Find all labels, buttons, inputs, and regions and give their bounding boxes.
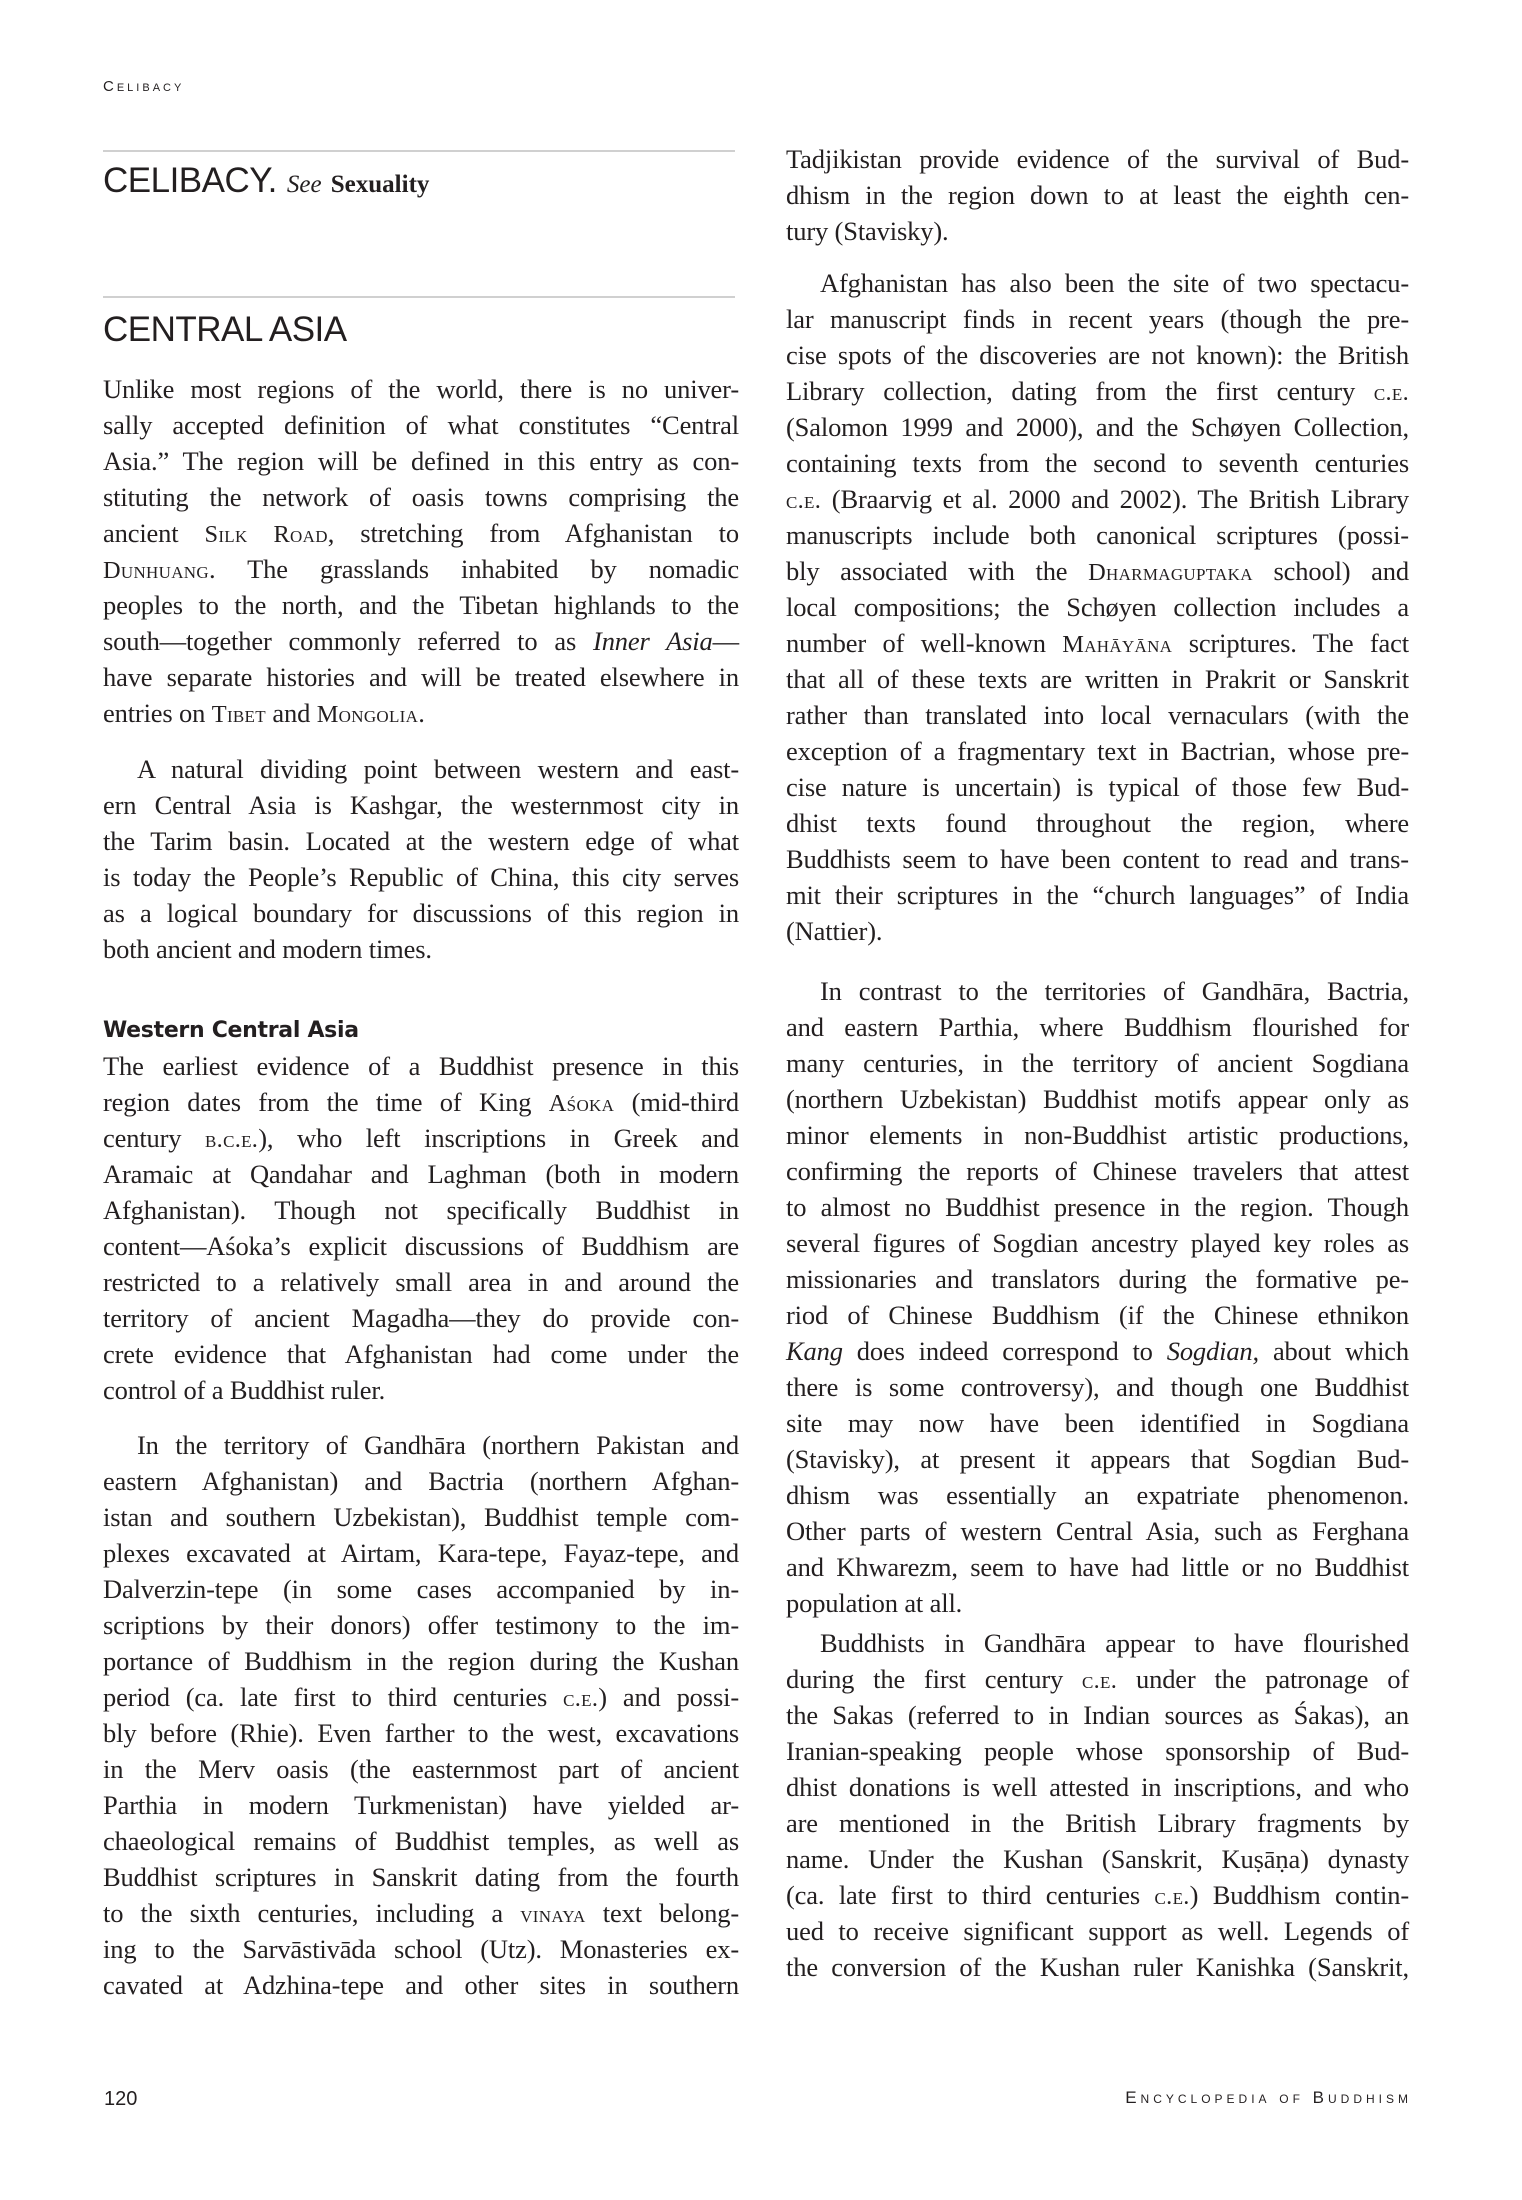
italic-term: Sogdian,: [1166, 1336, 1260, 1366]
text-line: [103, 407, 739, 443]
text-run: rather than translated into local vernaculars (with the: [786, 700, 1409, 730]
text-run: dhist donations is well attested in inscriptions, and who: [786, 1772, 1409, 1802]
text-run: dhism in the region down to at least the eighth cen-: [786, 180, 1409, 210]
entry-rule: [103, 296, 735, 298]
text-run: control of a Buddhist ruler.: [103, 1375, 386, 1405]
text-run: have separate histories and will be treated elsewhere in: [103, 662, 739, 692]
text-run: ) Buddhism contin-: [1189, 1880, 1409, 1910]
text-line: [103, 371, 739, 407]
text-line: [786, 1769, 1409, 1805]
text-run: (ca. late first to third centuries: [786, 1880, 1155, 1910]
text-line: [786, 1585, 1409, 1621]
text-run: does indeed correspond to: [842, 1336, 1167, 1366]
text-line: [786, 1225, 1409, 1261]
text-run: Asia.” The region will be defined in this entry as con-: [103, 446, 739, 476]
text-run: Dalverzin-tepe (in some cases accompanied by in-: [103, 1574, 739, 1604]
text-line: [786, 1697, 1409, 1733]
text-line: [103, 1463, 739, 1499]
text-line: [103, 551, 739, 587]
text-run: local compositions; the Schøyen collection includes a: [786, 592, 1409, 622]
page-number: 120: [104, 2088, 138, 2110]
text-run: Unlike most regions of the world, there is no univer-: [103, 374, 739, 404]
text-run: text belong-: [585, 1898, 739, 1928]
text-line: [786, 553, 1409, 589]
text-run: In contrast to the territories of Gandhāra, Bactria,: [820, 976, 1409, 1006]
paragraph: [786, 973, 1409, 1621]
text-run: is today the People’s Republic of China, this city serves: [103, 862, 739, 892]
text-run: stituting the network of oasis towns comprising the: [103, 482, 739, 512]
text-line: [103, 1264, 739, 1300]
text-line: [103, 443, 739, 479]
text-run: region dates from the time of King: [103, 1087, 549, 1117]
cross-reference-link[interactable]: Sexuality: [330, 171, 430, 198]
text-run: portance of Buddhism in the region during the Kushan: [103, 1646, 739, 1676]
text-line: [103, 515, 739, 551]
text-run: (Salomon 1999 and 2000), and the Schøyen Collection,: [786, 412, 1409, 442]
small-caps-term: Aśoka: [548, 1090, 615, 1117]
text-run: Other parts of western Central Asia, such as Ferghana: [786, 1516, 1409, 1546]
text-run: the Tarim basin. Located at the western edge of what: [103, 826, 739, 856]
text-run: , stretching from Afghanistan to: [327, 518, 739, 548]
text-run: during the first century: [786, 1664, 1083, 1694]
text-run: (Stavisky), at present it appears that Sogdian Bud-: [786, 1444, 1409, 1474]
text-run: manuscripts include both canonical scriptures (possi-: [786, 520, 1409, 550]
text-run: confirming the reports of Chinese travelers that attest: [786, 1156, 1409, 1186]
entry-title: CELIBACY.: [103, 161, 277, 200]
text-run: dhism was essentially an expatriate phenomenon.: [786, 1480, 1409, 1510]
paragraph: [103, 371, 739, 731]
small-caps-term: c.e.: [786, 487, 822, 514]
text-run: ), who left inscriptions in Greek and: [258, 1123, 739, 1153]
cross-reference-label: See: [286, 171, 322, 198]
text-run: period (ca. late first to third centuries: [103, 1682, 564, 1712]
text-run: dhist texts found throughout the region, where: [786, 808, 1409, 838]
text-line: [786, 1153, 1409, 1189]
text-run: to the sixth centuries, including a: [103, 1898, 521, 1928]
text-line: [786, 177, 1409, 213]
text-run: istan and southern Uzbekistan), Buddhist temple com-: [103, 1502, 739, 1532]
text-run: .: [418, 698, 425, 728]
text-run: . The grasslands inhabited by nomadic: [208, 554, 739, 584]
text-run: bly associated with the: [786, 556, 1089, 586]
text-line: [786, 373, 1409, 409]
text-line: [786, 1333, 1409, 1369]
text-line: [103, 1967, 739, 2003]
small-caps-term: Mongolia: [316, 701, 419, 728]
text-run: minor elements in non-Buddhist artistic productions,: [786, 1120, 1409, 1150]
text-run: exception of a fragmentary text in Bactrian, whose pre-: [786, 736, 1409, 766]
text-run: tury (Stavisky).: [786, 216, 949, 246]
text-run: cise spots of the discoveries are not known): the British: [786, 340, 1409, 370]
text-run: ued to receive significant support as well. Legends of: [786, 1916, 1409, 1946]
text-run: missionaries and translators during the formative pe-: [786, 1264, 1409, 1294]
text-line: [103, 1895, 739, 1931]
text-line: [786, 877, 1409, 913]
text-run: as a logical boundary for discussions of this region in: [103, 898, 739, 928]
text-run: —: [712, 626, 739, 656]
text-line: [786, 697, 1409, 733]
text-run: sally accepted definition of what constitutes “Central: [103, 410, 739, 440]
text-run: century: [103, 1123, 206, 1153]
text-line: [786, 213, 1409, 249]
small-caps-term: b.c.e.: [205, 1126, 259, 1153]
text-run: Library collection, dating from the first century: [786, 376, 1374, 406]
text-line: [103, 1751, 739, 1787]
text-line: [786, 517, 1409, 553]
text-run: The earliest evidence of a Buddhist presence in this: [103, 1051, 739, 1081]
text-line: [103, 1931, 739, 1967]
text-line: [786, 1369, 1409, 1405]
text-run: south—together commonly referred to as: [103, 626, 594, 656]
text-run: Iranian-speaking people whose sponsorship of Bud-: [786, 1736, 1409, 1766]
small-caps-term: Dharmaguptaka: [1088, 559, 1253, 586]
text-line: [103, 1427, 739, 1463]
entry-heading-celibacy: [103, 163, 429, 198]
text-line: [786, 805, 1409, 841]
subheading-western-central-asia: Western Central Asia: [103, 1018, 359, 1043]
text-line: [786, 625, 1409, 661]
text-line: [786, 1009, 1409, 1045]
text-run: under the patronage of: [1117, 1664, 1409, 1694]
text-line: [103, 1499, 739, 1535]
entry-heading-central-asia: CENTRAL ASIA: [103, 310, 347, 349]
text-line: [103, 659, 739, 695]
text-line: [103, 1084, 739, 1120]
text-line: [103, 1300, 739, 1336]
text-line: [786, 265, 1409, 301]
text-line: [103, 1643, 739, 1679]
text-run: mit their scriptures in the “church languages” of India: [786, 880, 1409, 910]
text-run: (northern Uzbekistan) Buddhist motifs appear only as: [786, 1084, 1409, 1114]
text-run: In the territory of Gandhāra (northern Pakistan and: [137, 1430, 739, 1460]
text-line: [103, 859, 739, 895]
text-run: cise nature is uncertain) is typical of those few Bud-: [786, 772, 1409, 802]
text-run: peoples to the north, and the Tibetan highlands to the: [103, 590, 739, 620]
small-caps-term: Dunhuang: [103, 557, 209, 584]
text-run: cavated at Adzhina-tepe and other sites in southern: [103, 1970, 739, 2000]
text-run: eastern Afghanistan) and Bactria (northern Afghan-: [103, 1466, 739, 1496]
small-caps-term: Tibet: [211, 701, 266, 728]
text-run: containing texts from the second to seventh centuries: [786, 448, 1409, 478]
text-line: [786, 1297, 1409, 1333]
text-line: [103, 1372, 739, 1408]
small-caps-term: Mahāyāna: [1062, 631, 1173, 658]
text-run: name. Under the Kushan (Sanskrit, Kuṣāṇa) dynasty: [786, 1844, 1409, 1874]
italic-term: Kang: [786, 1336, 843, 1366]
paragraph: [786, 265, 1409, 949]
text-run: Aramaic at Qandahar and Laghman (both in modern: [103, 1159, 739, 1189]
text-run: both ancient and modern times.: [103, 934, 432, 964]
text-line: [103, 695, 739, 731]
text-line: [786, 1441, 1409, 1477]
text-line: [103, 1607, 739, 1643]
text-line: [103, 823, 739, 859]
text-run: Buddhists seem to have been content to read and trans-: [786, 844, 1409, 874]
text-line: [786, 841, 1409, 877]
text-run: several figures of Sogdian ancestry played key roles as: [786, 1228, 1409, 1258]
text-line: [103, 1679, 739, 1715]
text-run: scriptures. The fact: [1172, 628, 1409, 658]
text-line: [786, 301, 1409, 337]
text-line: [786, 1081, 1409, 1117]
text-line: [786, 1949, 1409, 1985]
text-line: [786, 913, 1409, 949]
text-line: [786, 1805, 1409, 1841]
text-line: [103, 1823, 739, 1859]
text-line: [103, 1336, 739, 1372]
text-line: [103, 751, 739, 787]
text-line: [786, 1405, 1409, 1441]
text-line: [103, 1120, 739, 1156]
text-run: to almost no Buddhist presence in the region. Though: [786, 1192, 1409, 1222]
entry-rule: [103, 150, 735, 152]
book-title-footer: Encyclopedia of Buddhism: [1125, 2088, 1412, 2107]
small-caps-term: c.e.: [1373, 379, 1409, 406]
text-run: Afghanistan has also been the site of two spectacu-: [820, 268, 1409, 298]
text-run: ern Central Asia is Kashgar, the westernmost city in: [103, 790, 739, 820]
text-run: (Nattier).: [786, 916, 883, 946]
text-run: site may now have been identified in Sogdiana: [786, 1408, 1409, 1438]
text-line: [103, 1228, 739, 1264]
text-run: (mid-third: [614, 1087, 739, 1117]
text-line: [786, 1913, 1409, 1949]
text-line: [103, 479, 739, 515]
paragraph: [786, 141, 1409, 249]
text-line: [786, 337, 1409, 373]
text-line: [786, 1045, 1409, 1081]
text-line: [103, 1571, 739, 1607]
text-line: [103, 1192, 739, 1228]
text-run: and Khwarezm, seem to have had little or no Buddhist: [786, 1552, 1409, 1582]
text-run: Buddhist scriptures in Sanskrit dating from the fourth: [103, 1862, 739, 1892]
text-run: Parthia in modern Turkmenistan) have yielded ar-: [103, 1790, 739, 1820]
text-line: [103, 623, 739, 659]
text-run: Afghanistan). Though not specifically Buddhist in: [103, 1195, 739, 1225]
text-run: riod of Chinese Buddhism (if the Chinese ethnikon: [786, 1300, 1409, 1330]
text-run: the Sakas (referred to in Indian sources as Śakas), an: [786, 1700, 1409, 1730]
text-run: and eastern Parthia, where Buddhism flourished for: [786, 1012, 1409, 1042]
text-run: the conversion of the Kushan ruler Kanishka (Sanskrit,: [786, 1952, 1409, 1982]
paragraph: [103, 751, 739, 967]
text-run: school) and: [1252, 556, 1409, 586]
text-line: [786, 1189, 1409, 1225]
text-run: crete evidence that Afghanistan had come under the: [103, 1339, 739, 1369]
text-run: plexes excavated at Airtam, Kara-tepe, Fayaz-tepe, and: [103, 1538, 739, 1568]
text-line: [786, 1549, 1409, 1585]
text-line: [103, 931, 739, 967]
text-line: [786, 973, 1409, 1009]
text-line: [786, 445, 1409, 481]
text-line: [786, 769, 1409, 805]
text-line: [103, 787, 739, 823]
text-line: [103, 1715, 739, 1751]
running-head: Celibacy: [103, 78, 185, 95]
text-line: [786, 1117, 1409, 1153]
text-run: there is some controversy), and though one Buddhist: [786, 1372, 1409, 1402]
text-line: [786, 409, 1409, 445]
text-line: [786, 1877, 1409, 1913]
text-line: [103, 1535, 739, 1571]
small-caps-term: c.e.: [563, 1685, 599, 1712]
text-run: Tadjikistan provide evidence of the survival of Bud-: [786, 144, 1409, 174]
text-line: [786, 661, 1409, 697]
text-line: [103, 587, 739, 623]
text-line: [103, 1156, 739, 1192]
text-run: entries on: [103, 698, 212, 728]
text-run: (Braarvig et al. 2000 and 2002). The British Library: [821, 484, 1409, 514]
text-run: ) and possi-: [598, 1682, 739, 1712]
text-line: [786, 1733, 1409, 1769]
text-run: and: [265, 698, 317, 728]
text-run: restricted to a relatively small area in and around the: [103, 1267, 739, 1297]
text-run: chaeological remains of Buddhist temples, as well as: [103, 1826, 739, 1856]
small-caps-term: vinaya: [520, 1901, 586, 1928]
paragraph: [103, 1427, 739, 2003]
text-run: are mentioned in the British Library fragments by: [786, 1808, 1409, 1838]
text-run: content—Aśoka’s explicit discussions of Buddhism are: [103, 1231, 739, 1261]
text-run: Buddhists in Gandhāra appear to have flourished: [820, 1628, 1409, 1658]
text-run: population at all.: [786, 1588, 963, 1618]
small-caps-term: c.e.: [1154, 1883, 1190, 1910]
text-line: [786, 1261, 1409, 1297]
text-line: [786, 481, 1409, 517]
italic-term: Inner Asia: [593, 626, 713, 656]
text-line: [786, 1477, 1409, 1513]
paragraph: [103, 1048, 739, 1408]
text-line: [786, 733, 1409, 769]
paragraph: [786, 1625, 1409, 1985]
text-line: [786, 1625, 1409, 1661]
text-run: lar manuscript finds in recent years (though the pre-: [786, 304, 1409, 334]
text-line: [786, 141, 1409, 177]
text-run: scriptions by their donors) offer testimony to the im-: [103, 1610, 739, 1640]
text-line: [103, 895, 739, 931]
text-run: A natural dividing point between western and east-: [137, 754, 739, 784]
text-line: [103, 1787, 739, 1823]
text-run: territory of ancient Magadha—they do provide con-: [103, 1303, 739, 1333]
small-caps-term: Silk Road: [204, 521, 328, 548]
text-run: number of well-known: [786, 628, 1063, 658]
text-line: [786, 1841, 1409, 1877]
text-line: [103, 1859, 739, 1895]
text-line: [103, 1048, 739, 1084]
text-run: that all of these texts are written in Prakrit or Sanskrit: [786, 664, 1409, 694]
text-run: ing to the Sarvāstivāda school (Utz). Monasteries ex-: [103, 1934, 739, 1964]
text-line: [786, 589, 1409, 625]
text-run: many centuries, in the territory of ancient Sogdiana: [786, 1048, 1409, 1078]
text-run: in the Merv oasis (the easternmost part of ancient: [103, 1754, 739, 1784]
text-run: bly before (Rhie). Even farther to the west, excavations: [103, 1718, 739, 1748]
text-run: about which: [1259, 1336, 1409, 1366]
text-line: [786, 1513, 1409, 1549]
text-line: [786, 1661, 1409, 1697]
text-run: ancient: [103, 518, 205, 548]
small-caps-term: c.e.: [1082, 1667, 1118, 1694]
